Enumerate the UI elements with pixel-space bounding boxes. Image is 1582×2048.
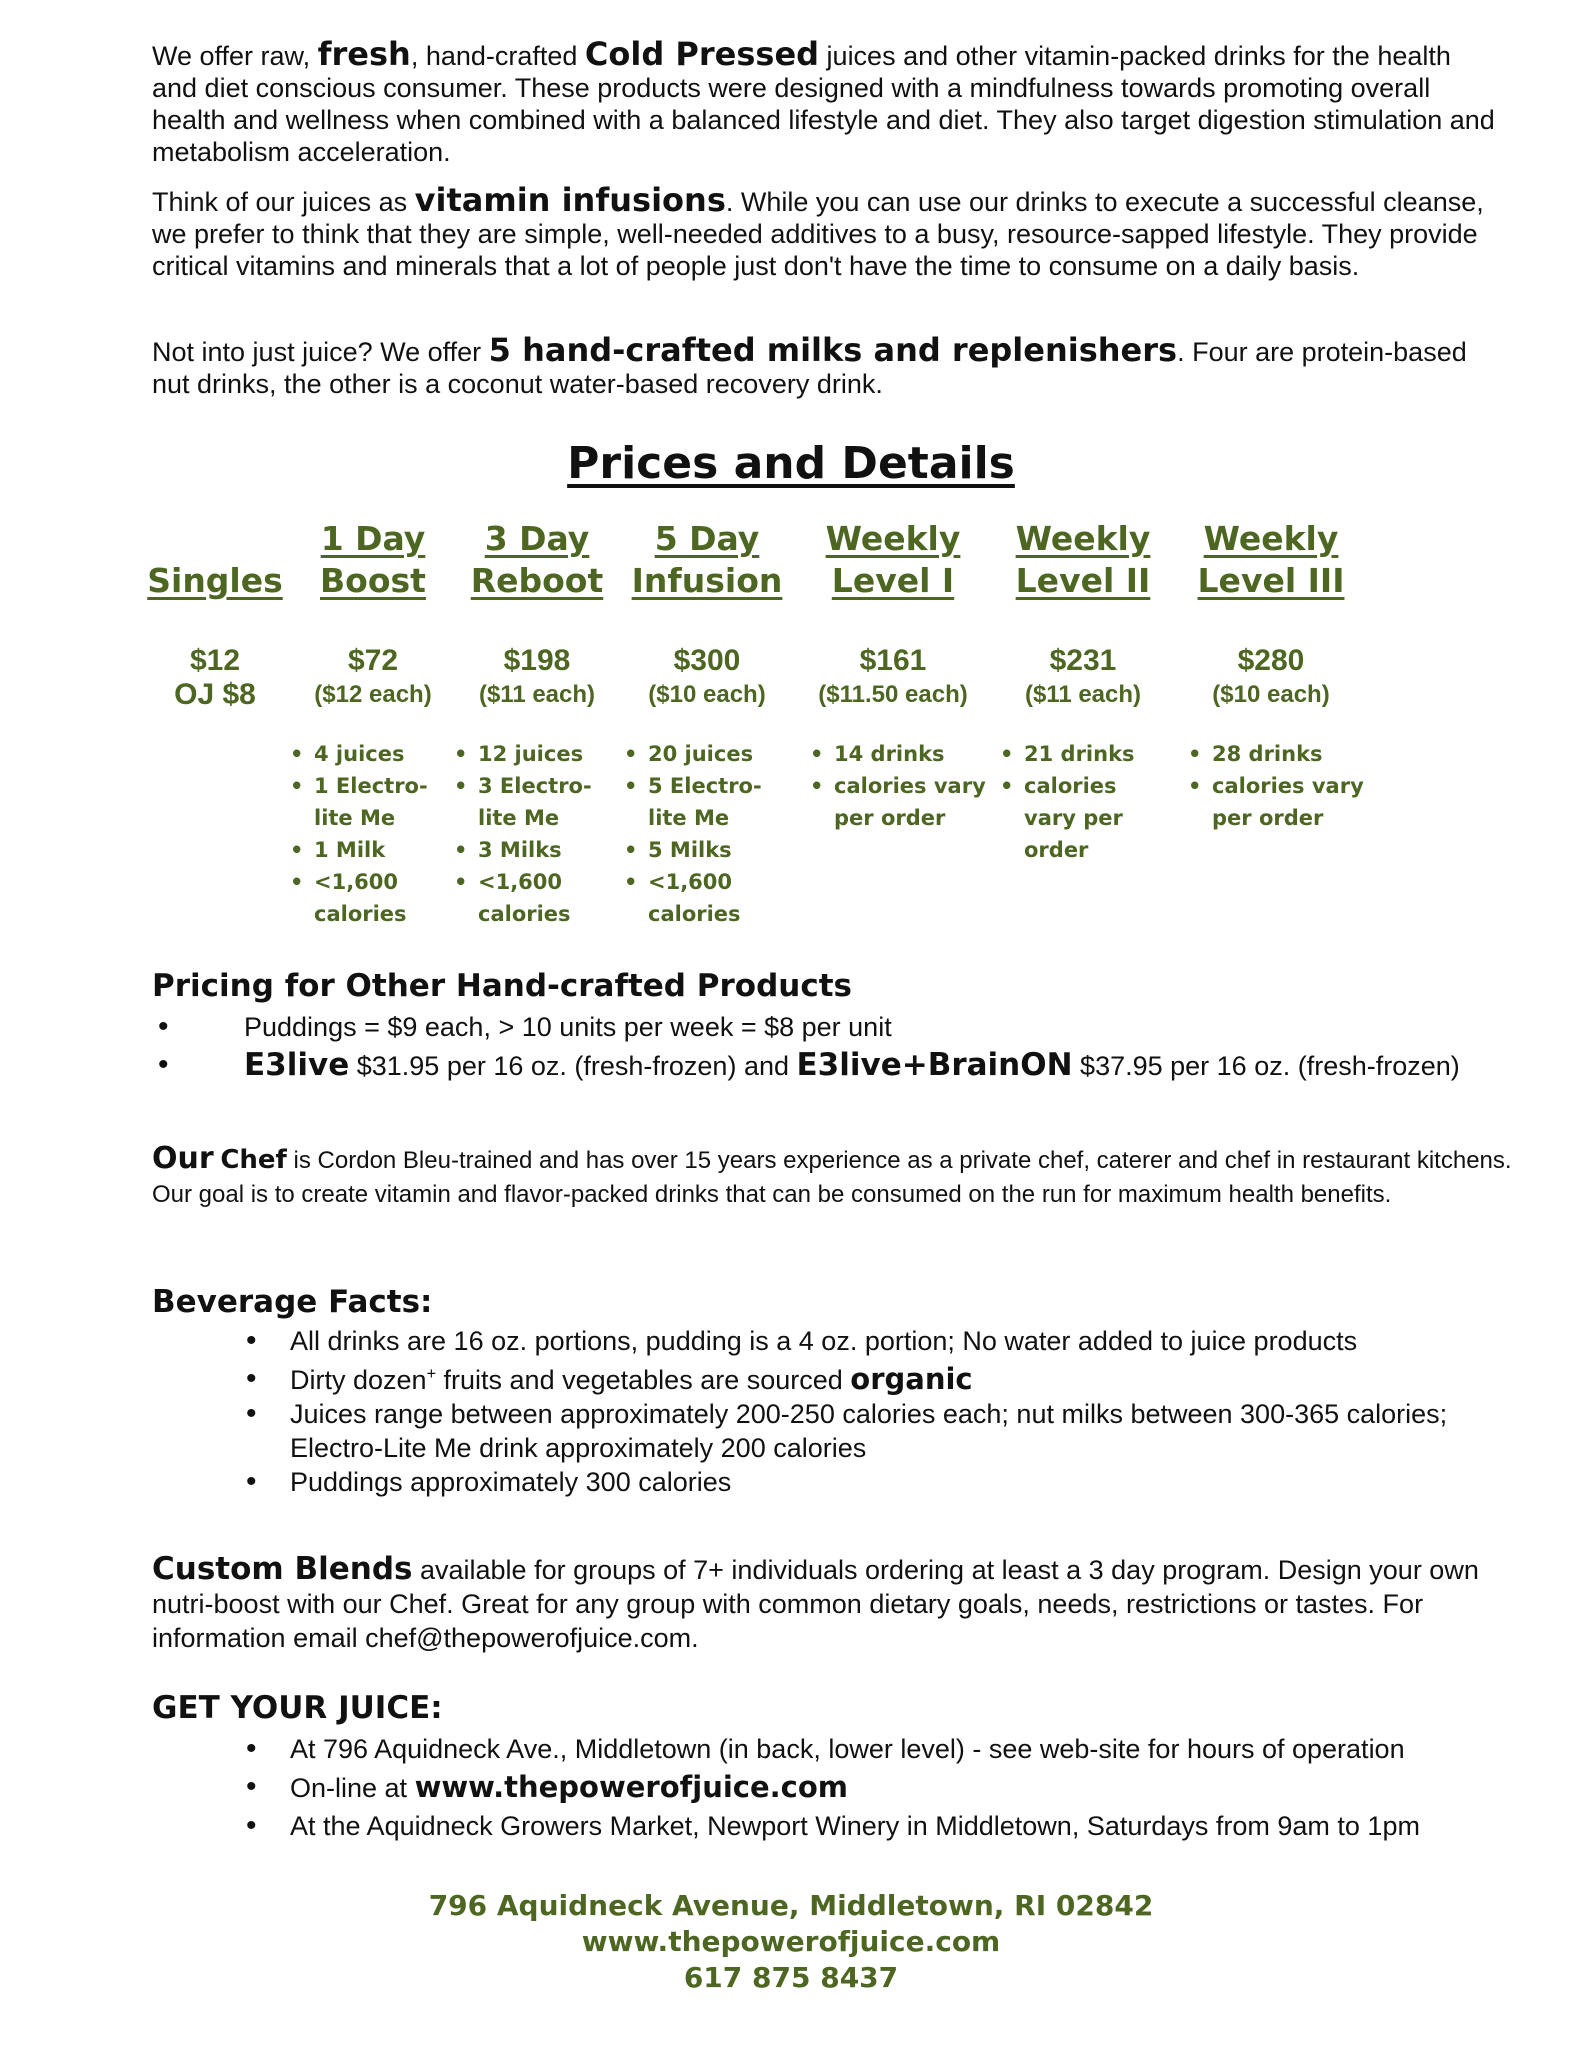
contents-item: calories <box>314 902 407 926</box>
fresh-highlight: fresh <box>317 35 411 73</box>
superscript-plus: + <box>426 1365 437 1383</box>
fact-text: Juices range between approximately 200-250 calories each; nut milks between 300-365 calories; Electro-Lite Me drink approximately 200 calories <box>290 1399 1448 1463</box>
organic-highlight: organic <box>850 1362 973 1396</box>
chef-paragraph <box>152 1142 1512 1212</box>
heading-line-2: Level II <box>1015 561 1151 600</box>
contents-item: per order <box>834 806 946 830</box>
intro-text: . Four are protein-based nut drinks, the other is a coconut water-based recovery drink. <box>152 337 1467 399</box>
other-products-list <box>152 1010 1502 1083</box>
intro-paragraph-1 <box>152 35 1502 168</box>
contents-item: • 12 juices <box>452 738 632 770</box>
package-price: $12 <box>189 644 241 677</box>
unit-price: ($11 each) <box>1024 681 1142 708</box>
column-heading <box>278 518 468 602</box>
heading-line-2: Level III <box>1197 561 1345 600</box>
price-column <box>278 518 468 930</box>
footer-phone: 617 875 8437 <box>683 1961 899 1994</box>
website-link[interactable]: www.thepowerofjuice.com <box>414 1770 848 1804</box>
get-your-juice-title: GET YOUR JUICE: <box>152 1690 443 1726</box>
column-heading <box>1176 518 1366 602</box>
get-your-juice-list <box>152 1732 1502 1843</box>
intro-text: . While you can use our drinks to execute a successful cleanse, we prefer to think that they are simple, well-needed additives to a busy, resource-sapped lifestyle. They provide critical vitamins and minerals that a lot of people just don't have the time to consume on a daily basis. <box>152 187 1484 281</box>
contents-item: lite Me <box>648 806 730 830</box>
heading-line-1: 3 Day <box>484 519 590 558</box>
package-contents <box>998 738 1178 866</box>
contents-item: • 3 Electro- <box>452 770 632 802</box>
fact-text: Puddings approximately 300 calories <box>290 1467 732 1497</box>
location-text: On-line at <box>290 1773 415 1803</box>
package-contents <box>288 738 468 930</box>
intro-paragraph-2 <box>152 181 1502 282</box>
list-item <box>152 1465 1502 1499</box>
heading-line-2: Singles <box>147 561 283 600</box>
puddings-price: Puddings = $9 each, > 10 units per week = $8 per unit <box>244 1012 892 1042</box>
prices-title: Prices and Details <box>567 438 1015 489</box>
other-products-title: Pricing for Other Hand-crafted Products <box>152 968 852 1004</box>
column-heading <box>988 518 1178 602</box>
price-column <box>1176 518 1366 834</box>
column-heading <box>612 518 802 602</box>
contents-item: • calories vary <box>1186 770 1366 802</box>
custom-blends-paragraph <box>152 1552 1502 1655</box>
cold-pressed-highlight: Cold Pressed <box>584 35 820 73</box>
column-heading <box>442 518 632 602</box>
list-item <box>152 1770 1502 1805</box>
list-item <box>152 1324 1502 1358</box>
contents-item: vary per <box>1024 806 1123 830</box>
list-item <box>152 1809 1502 1843</box>
fact-text: fruits and vegetables are sourced <box>436 1365 851 1395</box>
fact-text: Dirty dozen <box>290 1365 427 1395</box>
e3live-price: $31.95 per 16 oz. (fresh-frozen) and <box>349 1051 797 1081</box>
milks-highlight: 5 hand-crafted milks and replenishers <box>488 331 1178 369</box>
e3live-brainon-price: $37.95 per 16 oz. (fresh-frozen) <box>1072 1051 1460 1081</box>
footer <box>0 1888 1582 1996</box>
contents-item: calories <box>648 902 741 926</box>
package-contents <box>452 738 632 930</box>
package-contents <box>622 738 802 930</box>
package-price: $198 <box>503 644 571 677</box>
heading-line-2: Level I <box>831 561 955 600</box>
intro-paragraph-3 <box>152 331 1502 400</box>
heading-line-2: Infusion <box>631 561 783 600</box>
column-heading <box>798 518 988 602</box>
contents-item: • <1,600 <box>288 866 468 898</box>
unit-price: ($11 each) <box>478 681 596 708</box>
intro-text: We offer raw, <box>152 41 318 71</box>
contents-item: • 20 juices <box>622 738 802 770</box>
contents-item: • 4 juices <box>288 738 468 770</box>
contents-item: calories <box>478 902 571 926</box>
contents-item: • calories <box>998 770 1178 802</box>
list-item <box>152 1362 1502 1397</box>
contents-item: order <box>1024 838 1089 862</box>
e3live-brainon-label: E3live+BrainON <box>796 1047 1073 1083</box>
package-contents <box>808 738 988 834</box>
contents-item: • 21 drinks <box>998 738 1178 770</box>
contents-item: • 5 Electro- <box>622 770 802 802</box>
contents-item: lite Me <box>478 806 560 830</box>
contents-item: • 28 drinks <box>1186 738 1366 770</box>
unit-price: OJ $8 <box>174 678 256 711</box>
list-item <box>152 1397 1502 1465</box>
package-price: $161 <box>859 644 927 677</box>
footer-website[interactable]: www.thepowerofjuice.com <box>581 1925 1001 1958</box>
contents-item: • 5 Milks <box>622 834 802 866</box>
package-price: $280 <box>1237 644 1305 677</box>
vitamin-infusions-highlight: vitamin infusions <box>414 181 726 219</box>
intro-text: Not into just juice? We offer <box>152 337 489 367</box>
heading-line-2: Boost <box>320 561 426 600</box>
heading-line-1: Weekly <box>1015 519 1151 558</box>
intro-text: juices and other vitamin-packed drinks for the health and diet conscious consumer. These products were designed with a mindfulness towards promoting overall health and wellness when combined with a balanced lifestyle and diet. They also target digestion stimulation and metabolism acceleration. <box>152 41 1495 167</box>
location-text: At the Aquidneck Growers Market, Newport Winery in Middletown, Saturdays from 9am to 1pm <box>290 1811 1420 1841</box>
list-item <box>152 1010 1502 1044</box>
contents-item: • 1 Milk <box>288 834 468 866</box>
heading-line-1: Weekly <box>825 519 961 558</box>
unit-price: ($11.50 each) <box>818 681 968 708</box>
beverage-facts-title: Beverage Facts: <box>152 1284 433 1320</box>
contents-item: • calories vary <box>808 770 988 802</box>
custom-blends-text: available for groups of 7+ individuals ordering at least a 3 day program. Design your own nutri-boost with our Chef. Great for any group with common dietary goals, needs, restrictions or tastes. For information email chef@thepowerofjuice.com. <box>152 1555 1479 1653</box>
package-price: $231 <box>1049 644 1117 677</box>
price-column <box>988 518 1178 866</box>
package-contents <box>1186 738 1366 834</box>
price-column <box>442 518 632 930</box>
heading-line-2: Reboot <box>470 561 604 600</box>
custom-blends-title: Custom Blends <box>152 1551 413 1587</box>
chef-text: is Cordon Bleu-trained and has over 15 years experience as a private chef, caterer and chef in restaurant kitchens. Our goal is to create vitamin and flavor-packed drinks that can be consumed on the run for maximum health benefits. <box>152 1147 1512 1208</box>
unit-price: ($10 each) <box>648 681 766 708</box>
heading-line-1: Weekly <box>1203 519 1339 558</box>
unit-price: ($10 each) <box>1212 681 1330 708</box>
price-column <box>798 518 988 834</box>
heading-line-1: 5 Day <box>654 519 760 558</box>
contents-item: lite Me <box>314 806 396 830</box>
location-text: At 796 Aquidneck Ave., Middletown (in back, lower level) - see web-site for hours of operation <box>290 1734 1405 1764</box>
intro-text: Think of our juices as <box>152 187 415 217</box>
unit-price: ($12 each) <box>314 681 432 708</box>
package-price: $300 <box>673 644 741 677</box>
contents-item: per order <box>1212 806 1324 830</box>
chef-label: Chef <box>220 1145 287 1175</box>
package-price: $72 <box>347 644 399 677</box>
contents-item: • <1,600 <box>452 866 632 898</box>
our-label: Our <box>152 1141 214 1176</box>
contents-item: • 3 Milks <box>452 834 632 866</box>
heading-line-1: 1 Day <box>320 519 426 558</box>
e3live-label: E3live <box>244 1047 350 1083</box>
price-column <box>612 518 802 930</box>
contents-item: • 1 Electro- <box>288 770 468 802</box>
list-item <box>152 1732 1502 1766</box>
list-item <box>152 1048 1502 1083</box>
contents-item: • 14 drinks <box>808 738 988 770</box>
footer-address: 796 Aquidneck Avenue, Middletown, RI 02842 <box>428 1889 1154 1922</box>
fact-text: All drinks are 16 oz. portions, pudding is a 4 oz. portion; No water added to juice products <box>290 1326 1358 1356</box>
contents-item: • <1,600 <box>622 866 802 898</box>
beverage-facts-list <box>152 1324 1502 1499</box>
intro-text: , hand-crafted <box>410 41 585 71</box>
